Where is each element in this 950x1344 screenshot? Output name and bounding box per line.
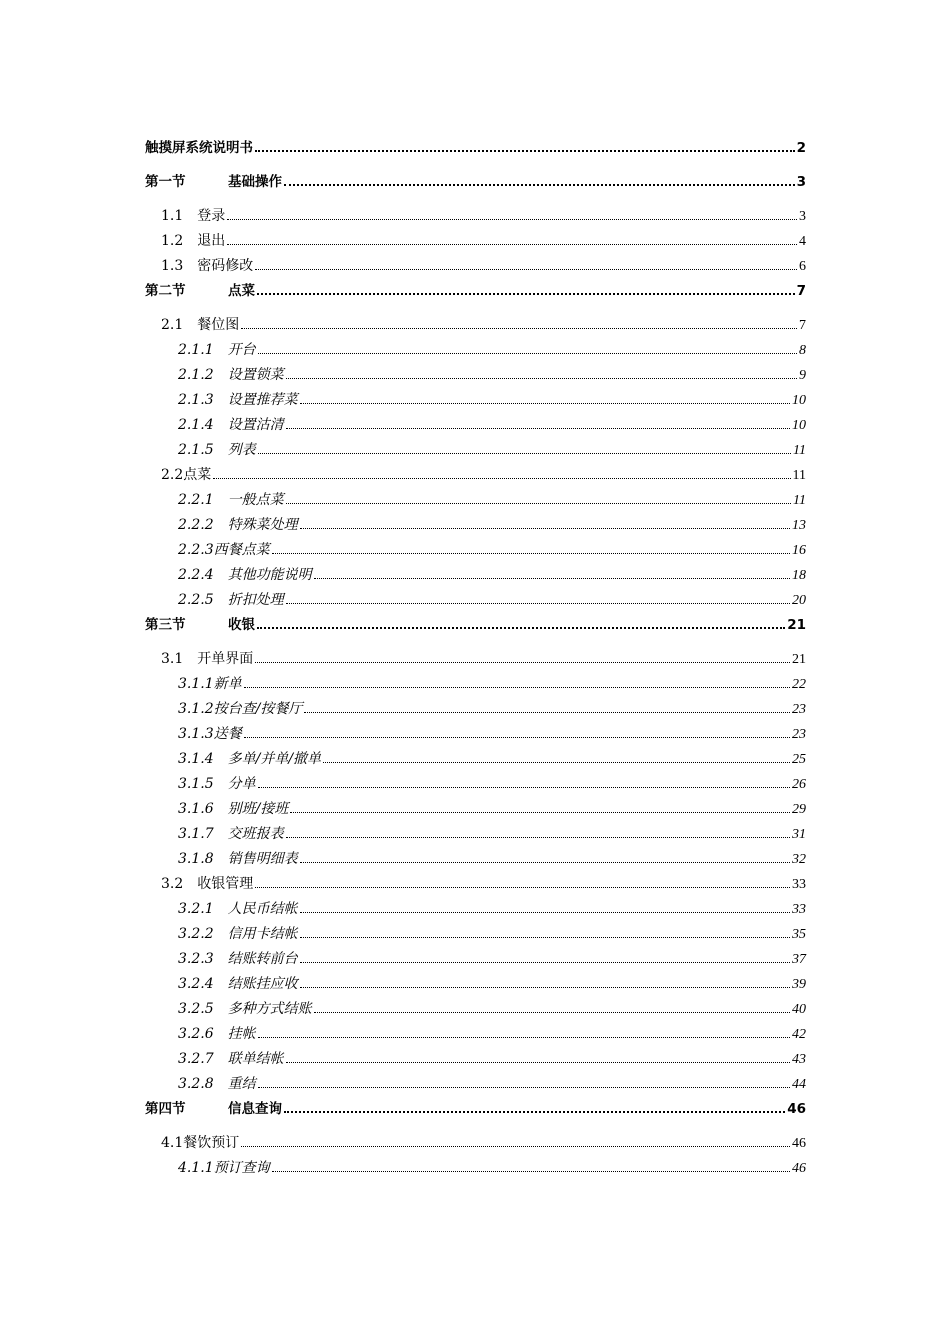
dot-leader xyxy=(241,1145,790,1147)
toc-entry-number: 3.2.2 xyxy=(178,926,228,942)
toc-entry-number: 3.2.6 xyxy=(178,1026,228,1042)
toc-entry-number: 1.2 xyxy=(161,233,198,249)
toc-page-number: 32 xyxy=(792,852,806,867)
toc-entry-title: 预订查询 xyxy=(213,1160,270,1176)
toc-entry-number: 4.1.1 xyxy=(178,1160,214,1176)
dot-leader xyxy=(314,577,790,579)
dot-leader xyxy=(255,661,790,663)
toc-item-entry[interactable] xyxy=(145,825,806,850)
toc-page-number: 16 xyxy=(792,543,806,558)
toc-page-number: 23 xyxy=(792,727,806,742)
toc-item-entry[interactable] xyxy=(145,341,806,366)
dot-leader xyxy=(272,552,790,554)
toc-entry-number: 3.2.1 xyxy=(178,901,228,917)
dot-leader xyxy=(286,427,790,429)
toc-entry-title: 新单 xyxy=(213,676,242,692)
toc-item-entry[interactable] xyxy=(145,850,806,875)
dot-leader xyxy=(286,1061,790,1063)
dot-leader xyxy=(257,292,795,295)
toc-page-number: 46 xyxy=(792,1136,806,1151)
toc-item-entry[interactable] xyxy=(145,416,806,441)
toc-item-entry[interactable] xyxy=(145,675,806,700)
dot-leader xyxy=(300,861,790,863)
toc-entry-title: 餐位图 xyxy=(197,317,240,333)
toc-entry-number: 3.2 xyxy=(161,876,198,892)
toc-page-number: 6 xyxy=(799,259,806,274)
toc-entry-title: 开台 xyxy=(227,342,256,358)
toc-page-number: 10 xyxy=(792,393,806,408)
toc-item-entry[interactable] xyxy=(145,1159,806,1184)
toc-page-number: 46 xyxy=(787,1101,806,1117)
toc-entry-title: 一般点菜 xyxy=(227,492,284,508)
toc-entry-number: 2.1.2 xyxy=(178,367,228,383)
toc-entry-title: 基础操作 xyxy=(228,174,282,190)
toc-page-number: 37 xyxy=(792,952,806,967)
toc-entry-number: 3.2.3 xyxy=(178,951,228,967)
table-of-contents xyxy=(145,139,806,1184)
dot-leader xyxy=(286,502,791,504)
toc-entry-number: 4.1 xyxy=(161,1135,184,1151)
toc-section-entry[interactable] xyxy=(145,616,806,650)
toc-entry-title: 设置沽清 xyxy=(227,417,284,433)
dot-leader xyxy=(257,626,785,629)
toc-entry-title: 退出 xyxy=(197,233,226,249)
toc-entry-title: 收银管理 xyxy=(197,876,254,892)
toc-item-entry[interactable] xyxy=(145,800,806,825)
toc-page-number: 33 xyxy=(792,902,806,917)
toc-entry-title: 特殊菜处理 xyxy=(227,517,298,533)
toc-item-entry[interactable] xyxy=(145,975,806,1000)
toc-page-number: 11 xyxy=(792,468,806,483)
toc-subsection-entry[interactable] xyxy=(145,207,806,232)
toc-page-number: 33 xyxy=(792,877,806,892)
toc-page-number: 26 xyxy=(792,777,806,792)
dot-leader xyxy=(286,836,790,838)
toc-item-entry[interactable] xyxy=(145,1025,806,1050)
toc-entry-title: 点菜 xyxy=(183,467,212,483)
toc-page-number: 46 xyxy=(792,1161,806,1176)
dot-leader xyxy=(258,786,790,788)
toc-subsection-entry[interactable] xyxy=(145,875,806,900)
toc-item-entry[interactable] xyxy=(145,491,806,516)
toc-item-entry[interactable] xyxy=(145,725,806,750)
dot-leader xyxy=(258,352,797,354)
toc-entry-number: 3.2.8 xyxy=(178,1076,228,1092)
toc-entry-number: 2.2.4 xyxy=(178,567,228,583)
toc-subsection-entry[interactable] xyxy=(145,232,806,257)
toc-item-entry[interactable] xyxy=(145,541,806,566)
toc-entry-title: 登录 xyxy=(197,208,226,224)
toc-entry-number: 3.2.7 xyxy=(178,1051,228,1067)
toc-entry-title: 重结 xyxy=(227,1076,256,1092)
toc-subsection-entry[interactable] xyxy=(145,257,806,282)
toc-item-entry[interactable] xyxy=(145,441,806,466)
toc-entry-title: 收银 xyxy=(228,617,255,633)
toc-section-entry[interactable] xyxy=(145,173,806,207)
toc-entry-number: 3.2.4 xyxy=(178,976,228,992)
toc-page-number: 11 xyxy=(793,443,806,458)
toc-item-entry[interactable] xyxy=(145,566,806,591)
toc-page-number: 23 xyxy=(792,702,806,717)
toc-entry-number: 2.1.4 xyxy=(178,417,228,433)
toc-entry-title: 设置锁菜 xyxy=(227,367,284,383)
toc-item-entry[interactable] xyxy=(145,516,806,541)
toc-page-number: 21 xyxy=(792,652,806,667)
toc-page-number: 13 xyxy=(792,518,806,533)
toc-item-entry[interactable] xyxy=(145,1050,806,1075)
toc-page-number: 42 xyxy=(792,1027,806,1042)
toc-item-entry[interactable] xyxy=(145,900,806,925)
toc-entry-number: 2.1 xyxy=(161,317,198,333)
dot-leader xyxy=(300,986,790,988)
toc-entry-number: 2.2.3 xyxy=(178,542,214,558)
toc-entry-title: 销售明细表 xyxy=(227,851,298,867)
toc-entry-title: 密码修改 xyxy=(197,258,254,274)
toc-item-entry[interactable] xyxy=(145,366,806,391)
toc-entry-number: 第三节 xyxy=(145,617,186,633)
toc-subsection-entry[interactable] xyxy=(145,1134,806,1159)
dot-leader xyxy=(323,761,790,763)
dot-leader xyxy=(258,452,791,454)
toc-entry-number: 2.2 xyxy=(161,467,184,483)
toc-page-number: 35 xyxy=(792,927,806,942)
toc-entry-number: 3.1.4 xyxy=(178,751,228,767)
dot-leader xyxy=(284,183,795,186)
toc-entry-title: 开单界面 xyxy=(197,651,254,667)
toc-entry-number: 2.1.5 xyxy=(178,442,228,458)
toc-entry-title: 联单结帐 xyxy=(227,1051,284,1067)
dot-leader xyxy=(300,527,790,529)
toc-page-number: 39 xyxy=(792,977,806,992)
toc-page-number: 25 xyxy=(792,752,806,767)
toc-subsection-entry[interactable] xyxy=(145,650,806,675)
toc-entry-number: 3.1.7 xyxy=(178,826,228,842)
toc-entry-title: 交班报表 xyxy=(227,826,284,842)
toc-page-number: 7 xyxy=(799,318,806,333)
toc-page-number: 7 xyxy=(796,283,806,299)
toc-entry-title: 触摸屏系统说明书 xyxy=(145,140,253,156)
dot-leader xyxy=(258,1036,790,1038)
toc-entry-title: 送餐 xyxy=(213,726,242,742)
dot-leader xyxy=(286,377,797,379)
dot-leader xyxy=(244,686,790,688)
toc-page-number: 18 xyxy=(792,568,806,583)
toc-page-number: 3 xyxy=(799,209,806,224)
toc-entry-title: 列表 xyxy=(227,442,256,458)
toc-entry-title: 设置推荐菜 xyxy=(227,392,298,408)
dot-leader xyxy=(300,402,790,404)
toc-subsection-entry[interactable] xyxy=(145,316,806,341)
toc-page-number: 4 xyxy=(799,234,806,249)
dot-leader xyxy=(290,811,790,813)
toc-section-entry[interactable] xyxy=(145,1100,806,1134)
toc-page-number: 29 xyxy=(792,802,806,817)
dot-leader xyxy=(255,149,795,152)
toc-item-entry[interactable] xyxy=(145,1000,806,1025)
toc-entry-number: 2.2.1 xyxy=(178,492,228,508)
toc-entry-number: 1.3 xyxy=(161,258,198,274)
toc-entry-number: 第四节 xyxy=(145,1101,186,1117)
toc-item-entry[interactable] xyxy=(145,925,806,950)
toc-page-number: 20 xyxy=(792,593,806,608)
toc-entry-title: 其他功能说明 xyxy=(227,567,312,583)
toc-item-entry[interactable] xyxy=(145,775,806,800)
toc-entry-title: 点菜 xyxy=(228,283,255,299)
toc-entry-number: 3.1.1 xyxy=(178,676,214,692)
dot-leader xyxy=(213,477,790,479)
toc-entry-title: 结账转前台 xyxy=(227,951,298,967)
toc-entry-title: 人民币结帐 xyxy=(227,901,298,917)
toc-subsection-entry[interactable] xyxy=(145,466,806,491)
dot-leader xyxy=(300,936,790,938)
toc-entry-title: 餐饮预订 xyxy=(183,1135,240,1151)
toc-entry-number: 2.2.2 xyxy=(178,517,228,533)
toc-entry-title: 多种方式结账 xyxy=(227,1001,312,1017)
toc-page-number: 40 xyxy=(792,1002,806,1017)
toc-page-number: 2 xyxy=(796,140,806,156)
toc-entry-title: 分单 xyxy=(227,776,256,792)
dot-leader xyxy=(255,886,790,888)
toc-entry-number: 第一节 xyxy=(145,174,186,190)
dot-leader xyxy=(258,1086,790,1088)
toc-item-entry[interactable] xyxy=(145,700,806,725)
toc-section-entry[interactable] xyxy=(145,282,806,316)
toc-page-number: 21 xyxy=(787,617,806,633)
toc-entry-title: 信息查询 xyxy=(228,1101,282,1117)
toc-page-number: 3 xyxy=(796,174,806,190)
dot-leader xyxy=(227,243,797,245)
toc-entry-title: 多单/并单/撤单 xyxy=(227,751,322,767)
dot-leader xyxy=(286,602,790,604)
toc-entry-title: 结账挂应收 xyxy=(227,976,298,992)
dot-leader xyxy=(304,711,790,713)
toc-entry-title: 别班/接班 xyxy=(227,801,289,817)
dot-leader xyxy=(272,1170,790,1172)
toc-item-entry[interactable] xyxy=(145,1075,806,1100)
toc-page-number: 9 xyxy=(799,368,806,383)
dot-leader xyxy=(300,961,790,963)
toc-page-number: 22 xyxy=(792,677,806,692)
toc-page-number: 10 xyxy=(792,418,806,433)
toc-entry-number: 3.1.8 xyxy=(178,851,228,867)
toc-entry-number: 3.1.2 xyxy=(178,701,214,717)
toc-page-number: 8 xyxy=(799,343,806,358)
toc-entry-title: 按台查/按餐厅 xyxy=(213,701,303,717)
toc-entry-number: 2.2.5 xyxy=(178,592,228,608)
toc-section-entry[interactable] xyxy=(145,139,806,173)
toc-item-entry[interactable] xyxy=(145,391,806,416)
toc-entry-number: 3.1.5 xyxy=(178,776,228,792)
toc-page-number: 43 xyxy=(792,1052,806,1067)
toc-page-number: 11 xyxy=(793,493,806,508)
toc-entry-number: 第二节 xyxy=(145,283,186,299)
toc-entry-number: 2.1.1 xyxy=(178,342,228,358)
toc-entry-number: 3.1 xyxy=(161,651,198,667)
dot-leader xyxy=(284,1110,785,1113)
dot-leader xyxy=(227,218,797,220)
toc-item-entry[interactable] xyxy=(145,950,806,975)
toc-page-number: 44 xyxy=(792,1077,806,1092)
toc-entry-title: 折扣处理 xyxy=(227,592,284,608)
toc-entry-title: 信用卡结帐 xyxy=(227,926,298,942)
dot-leader xyxy=(255,268,797,270)
dot-leader xyxy=(244,736,790,738)
toc-entry-title: 西餐点菜 xyxy=(213,542,270,558)
toc-item-entry[interactable] xyxy=(145,750,806,775)
toc-entry-number: 3.1.6 xyxy=(178,801,228,817)
toc-page-number: 31 xyxy=(792,827,806,842)
toc-entry-number: 3.2.5 xyxy=(178,1001,228,1017)
toc-entry-title: 挂帐 xyxy=(227,1026,256,1042)
dot-leader xyxy=(314,1011,790,1013)
toc-entry-number: 2.1.3 xyxy=(178,392,228,408)
toc-entry-number: 3.1.3 xyxy=(178,726,214,742)
dot-leader xyxy=(241,327,797,329)
toc-entry-number: 1.1 xyxy=(161,208,198,224)
dot-leader xyxy=(300,911,790,913)
toc-item-entry[interactable] xyxy=(145,591,806,616)
